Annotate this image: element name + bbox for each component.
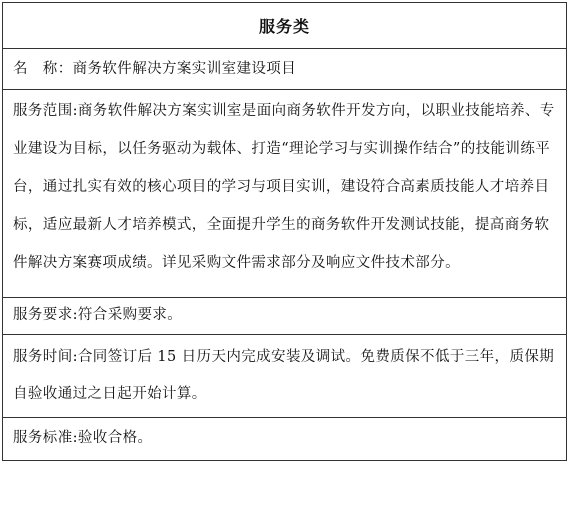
- row-service-requirement: [3, 298, 566, 335]
- service-scope-label: 服务范围:: [13, 103, 78, 119]
- project-name-label: 名 称：: [13, 61, 73, 77]
- service-time-label: 服务时间:: [13, 349, 78, 365]
- service-table: [2, 2, 567, 461]
- service-requirement-label: 服务要求:: [13, 307, 78, 323]
- table-title: 服务类: [3, 3, 566, 49]
- service-standard-label: 服务标准:: [13, 430, 78, 446]
- project-name-value: 商务软件解决方案实训室建设项目: [72, 61, 297, 77]
- row-service-scope: [3, 90, 566, 298]
- row-service-time: [3, 335, 566, 418]
- service-requirement-value: 符合采购要求。: [77, 307, 183, 323]
- service-time-value: 合同签订后 15 日历天内完成安装及调试。免费质保不低于三年，质保期自验收通过之日起开始计算。: [13, 349, 555, 402]
- service-scope-value: 商务软件解决方案实训室是面向商务软件开发方向，以职业技能培养、专业建设为目标，以任务驱动为载体、打造“理论学习与实训操作结合”的技能训练平台，通过扎实有效的核心项目的学习与项目实训，建设符合高素质技能人才培养目标，适应最新人才培养模式，全面提升学生的商务软件开发测试技能，提高商务软件解决方案赛项成绩。详见采购文件需求部分及响应文件技术部分。: [13, 103, 555, 271]
- row-project-name: [3, 49, 566, 90]
- row-service-standard: [3, 418, 566, 460]
- service-standard-value: 验收合格。: [77, 430, 153, 446]
